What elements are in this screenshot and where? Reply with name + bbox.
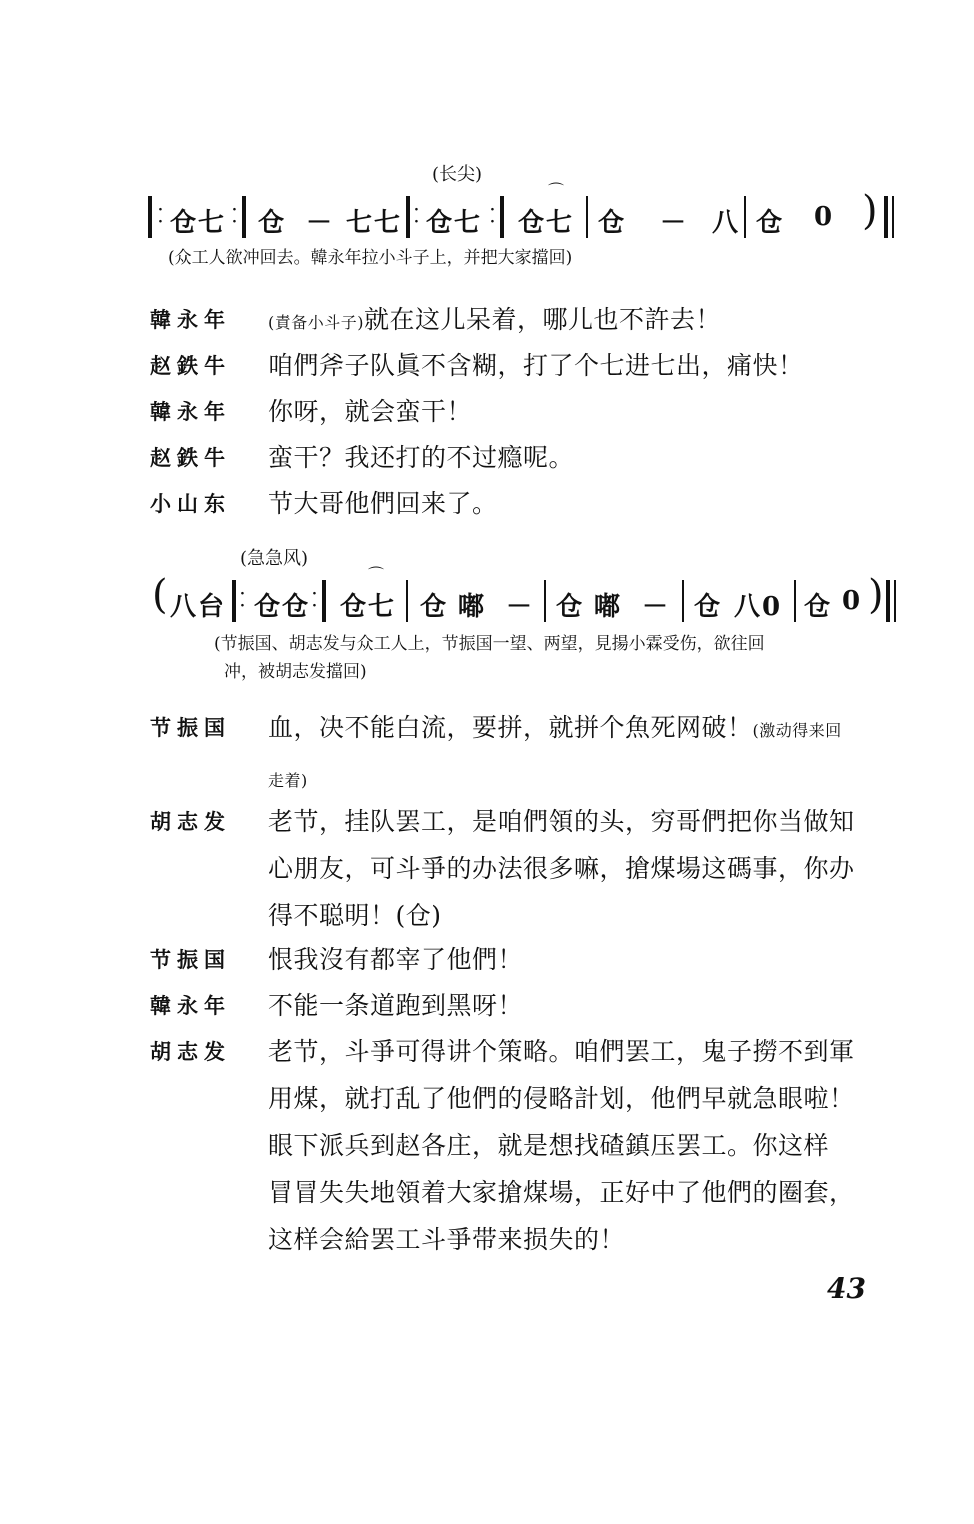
note: 仓七 <box>170 208 227 238</box>
speaker-name: 赵鉄牛 <box>150 354 231 378</box>
note: 七七 <box>346 208 403 238</box>
repeat-dots: · · <box>232 202 237 230</box>
page-number: 43 <box>827 1272 866 1305</box>
speech-text: 节大哥他們回来了。 <box>268 489 498 518</box>
note: － <box>660 208 689 238</box>
speech-text <box>268 704 898 804</box>
note: 仓 <box>804 592 833 622</box>
note: 仓 <box>756 208 785 238</box>
speech-text <box>268 798 898 939</box>
repeat-dots: · · <box>158 202 163 230</box>
note: 仓 <box>258 208 287 238</box>
speech-line: 得不聪明！(仓) <box>268 901 442 930</box>
closing-paren: ) <box>862 188 878 234</box>
barline <box>586 196 588 238</box>
stage-aside: (激动得来回 <box>752 721 842 740</box>
speech-line: 心朋友，可斗爭的办法很多嘛，搶煤場这碼事，你办 <box>268 854 855 883</box>
final-barline <box>886 580 890 622</box>
note: 仓仓 <box>254 592 311 622</box>
stage-aside: (責备小斗子) <box>268 313 364 332</box>
final-barline <box>892 196 894 238</box>
note: 仓 <box>556 592 585 622</box>
note: 嘟 <box>458 592 487 622</box>
repeat-barline <box>500 196 504 238</box>
repeat-barline <box>322 580 326 622</box>
speech-line: 老节，斗爭可得讲个策略。咱們罢工，鬼子撈不到軍 <box>268 1037 855 1066</box>
speaker-name: 韓永年 <box>150 400 231 424</box>
speech-line: 眼下派兵到赵各庄，就是想找碴鎮压罢工。你这样 <box>268 1131 830 1160</box>
note: － <box>306 208 335 238</box>
tempo-marking: (长尖) <box>432 164 483 185</box>
speaker-name: 胡志发 <box>150 1040 231 1064</box>
note: 0 <box>842 586 863 616</box>
note: 0 <box>814 202 835 232</box>
barline <box>682 580 684 622</box>
repeat-dots: · · <box>490 202 495 230</box>
speaker-name: 韓永年 <box>150 994 231 1018</box>
note: － <box>642 592 671 622</box>
speech-content: 就在这儿呆着，哪儿也不許去！ <box>364 305 722 334</box>
speaker-name: 韓永年 <box>150 308 231 332</box>
speech-text <box>268 296 898 346</box>
note: 仓 <box>598 208 627 238</box>
barline <box>744 196 746 238</box>
speech-line: 这样会給罢工斗爭带来损失的！ <box>268 1225 626 1254</box>
fermata-icon: ⌒ <box>368 565 385 584</box>
note: 八台 <box>170 592 227 622</box>
barline <box>406 580 408 622</box>
opening-paren: ( <box>152 572 168 618</box>
tempo-marking: (急急风) <box>240 548 309 569</box>
note: 八0 <box>734 592 783 622</box>
speech-content: 血，决不能白流，要拼，就拼个魚死网破！ <box>268 713 753 742</box>
repeat-dots: · · <box>312 586 317 614</box>
note: 仓 <box>420 592 449 622</box>
speech-text: 蛮干？我还打的不过瘾呢。 <box>268 443 575 472</box>
score-staff <box>140 181 900 246</box>
closing-paren: ) <box>868 572 884 618</box>
speech-text: 咱們斧子队眞不含糊，打了个七进七出，痛快！ <box>268 351 804 380</box>
note: 嘟 <box>594 592 623 622</box>
speech-text <box>268 1028 898 1263</box>
speech-text: 你呀，就会蛮干！ <box>268 397 473 426</box>
repeat-barline <box>242 196 246 238</box>
stage-direction: (节振国、胡志发与众工人上，节振国一望、两望，見揚小霖受伤，欲往回 <box>214 634 765 654</box>
repeat-dots: · · <box>240 586 245 614</box>
repeat-barline <box>406 196 410 238</box>
note: － <box>506 592 535 622</box>
note: 仓七 <box>340 592 397 622</box>
stage-direction: (众工人欲冲回去。韓永年拉小斗子上，并把大家擋回) <box>168 248 573 268</box>
barline <box>544 580 546 622</box>
stage-aside: 走着) <box>268 771 308 790</box>
repeat-barline <box>232 580 236 622</box>
note: 仓七 <box>518 208 575 238</box>
note: 八 <box>712 208 741 238</box>
speaker-name: 节振国 <box>150 948 231 972</box>
speaker-name: 小山东 <box>150 492 231 516</box>
final-barline <box>894 580 896 622</box>
fermata-icon: ⌒ <box>548 181 565 200</box>
repeat-dots: · · <box>414 202 419 230</box>
barline <box>794 580 796 622</box>
repeat-barline <box>148 196 152 238</box>
speech-line: 用煤，就打乱了他們的侵略計划，他們早就急眼啦！ <box>268 1084 855 1113</box>
speaker-name: 赵鉄牛 <box>150 446 231 470</box>
speech-line: 冒冒失失地領着大家搶煤場，正好中了他們的圈套， <box>268 1178 855 1207</box>
speech-text: 不能一条道跑到黑呀！ <box>268 991 524 1020</box>
speech-line: 老节，挂队罢工，是咱們領的头，穷哥們把你当做知 <box>268 807 855 836</box>
stage-direction: 冲，被胡志发擋回) <box>224 662 367 682</box>
speaker-name: 节振国 <box>150 716 231 740</box>
note: 仓七 <box>426 208 483 238</box>
speech-text: 恨我沒有都宰了他們！ <box>268 945 524 974</box>
note: 仓 <box>694 592 723 622</box>
speaker-name: 胡志发 <box>150 810 231 834</box>
final-barline <box>884 196 888 238</box>
score-staff <box>140 565 900 630</box>
